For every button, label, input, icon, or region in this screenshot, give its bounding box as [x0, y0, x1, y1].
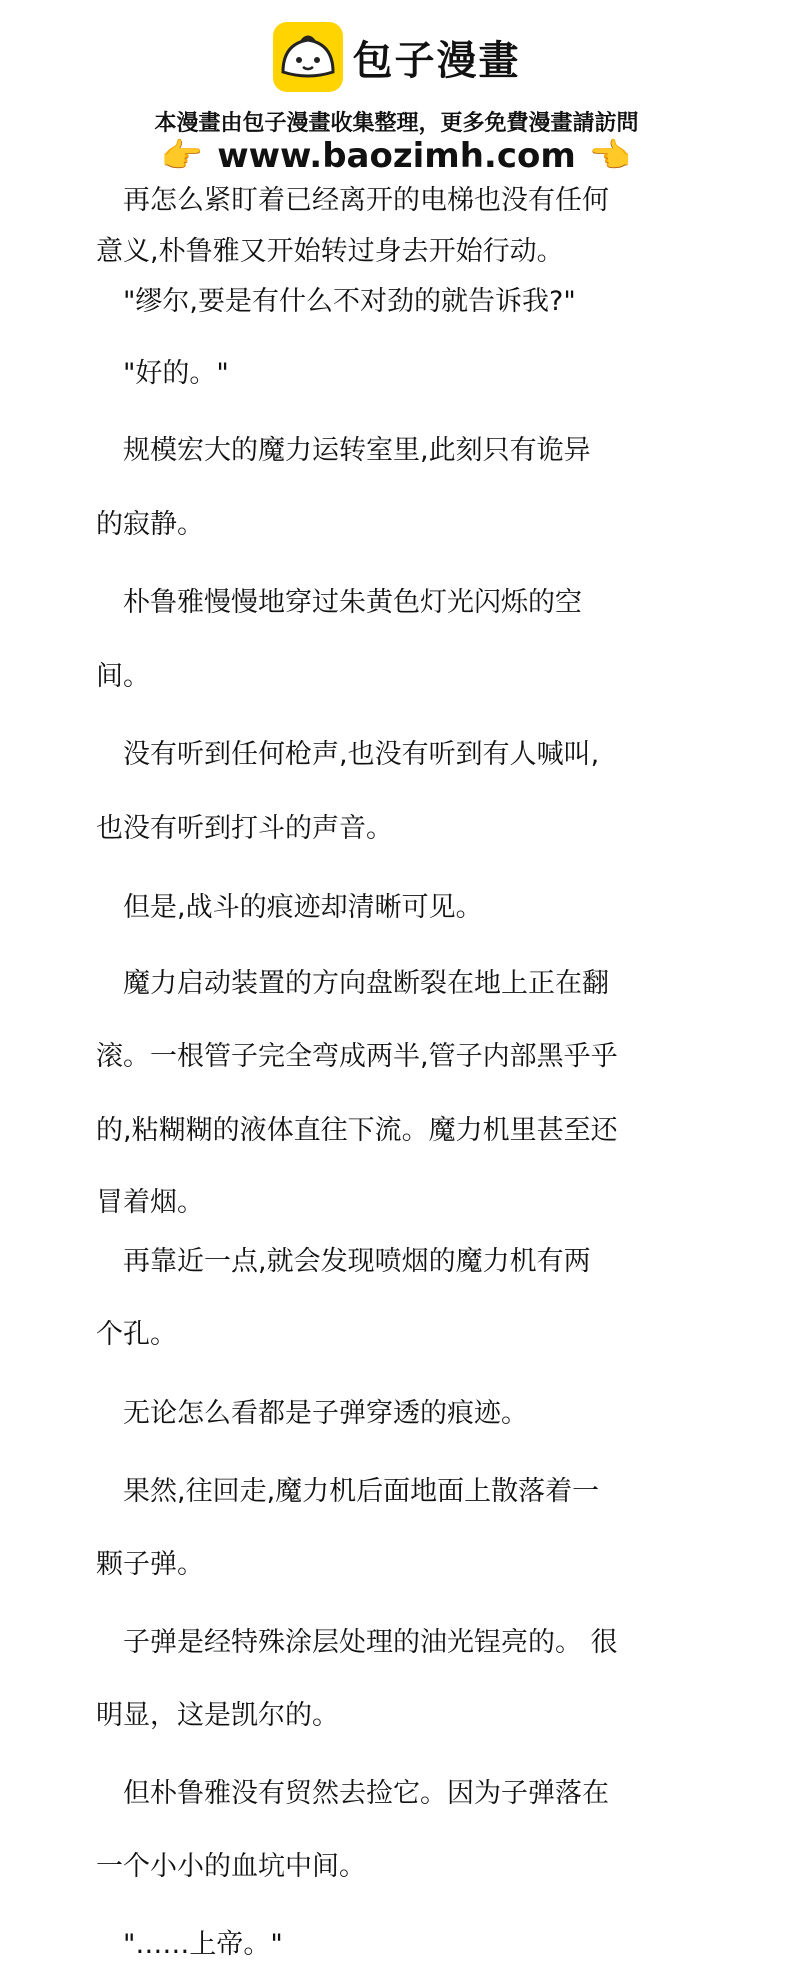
- text-line: 的寂静。: [96, 509, 204, 540]
- text-line: 果然,往回走,魔力机后面地面上散落着一: [96, 1476, 600, 1507]
- text-line: 但是,战斗的痕迹却清晰可见。: [96, 892, 483, 923]
- text-line: 朴鲁雅慢慢地穿过朱黄色灯光闪烁的空: [96, 587, 582, 618]
- text-line: 间。: [96, 661, 150, 692]
- text-line: 一个小小的血坑中间。: [96, 1851, 366, 1882]
- header-notice: 本漫畫由包子漫畫收集整理，更多免費漫畫請訪問: [154, 111, 639, 136]
- text-line: "好的。": [96, 358, 229, 389]
- pointing-left-icon: 👉: [589, 136, 633, 176]
- text-line: 颗子弹。: [96, 1549, 204, 1580]
- text-line: 再怎么紧盯着已经离开的电梯也没有任何: [96, 185, 609, 216]
- text-line: 滚。一根管子完全弯成两半,管子内部黑乎乎: [96, 1041, 618, 1072]
- text-line: 规模宏大的魔力运转室里,此刻只有诡异: [96, 435, 591, 466]
- text-line: 再靠近一点,就会发现喷烟的魔力机有两: [96, 1246, 591, 1277]
- site-url-link[interactable]: www.baozimh.com: [217, 136, 576, 176]
- pointing-right-icon: 👉: [160, 136, 204, 176]
- text-line: 个孔。: [96, 1319, 177, 1350]
- text-line: 也没有听到打斗的声音。: [96, 813, 393, 844]
- text-line: 明显，这是凯尔的。: [96, 1700, 339, 1731]
- text-line: 冒着烟。: [96, 1187, 204, 1218]
- text-line: 子弹是经特殊涂层处理的油光锃亮的。 很: [96, 1627, 618, 1658]
- text-line: 无论怎么看都是子弹穿透的痕迹。: [96, 1398, 528, 1429]
- text-line: "缪尔,要是有什么不对劲的就告诉我?": [96, 286, 576, 317]
- text-line: 意义,朴鲁雅又开始转过身去开始行动。: [96, 236, 564, 267]
- text-line: 没有听到任何枪声,也没有听到有人喊叫,: [96, 739, 600, 770]
- text-line: 魔力启动装置的方向盘断裂在地上正在翻: [96, 968, 609, 999]
- logo-text: 包子漫畫: [352, 37, 521, 84]
- text-line: 但朴鲁雅没有贸然去捡它。因为子弹落在: [96, 1778, 609, 1809]
- text-line: 的,粘糊糊的液体直往下流。魔力机里甚至还: [96, 1115, 618, 1146]
- text-line: "……上帝。": [96, 1929, 283, 1960]
